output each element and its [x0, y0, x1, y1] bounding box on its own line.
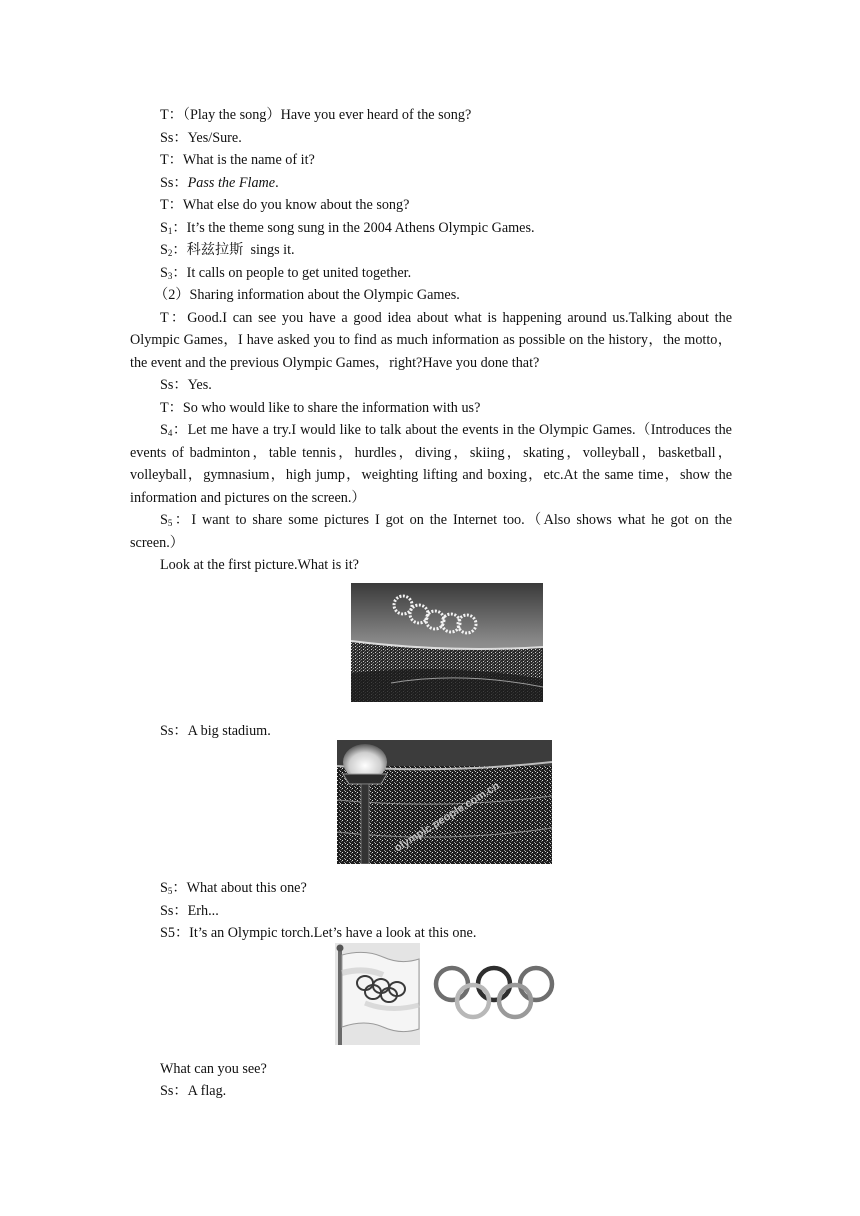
- song-title: Pass the Flame: [187, 174, 276, 191]
- dialogue-line: T：What is the name of it?: [160, 152, 315, 168]
- dialogue-paragraph: $S_4$：Let me have a try.I would like to talk about the events in the Olympic Games.（Introduces the events of badminton，table tennis，hurdles，diving，skiing，skating，volleyball，basketball，volleyball，gymnasium，high jump，weighting lifting and boxing，etc.At the same time，show the information and pictures on the screen.）: [130, 422, 732, 506]
- dialogue-line: $S_1$：It’s the theme song sung in the 2004 Athens Olympic Games.: [160, 219, 535, 236]
- dialogue-line: T：What else do you know about the song?: [160, 197, 410, 213]
- dialogue-paragraph: $S_5$：I want to share some pictures I got on the Internet too.（Also shows what he got on the screen.）: [130, 512, 732, 551]
- dialogue-line: Ss：A flag.: [160, 1083, 227, 1099]
- olympic-flag-picture: [335, 943, 420, 1045]
- dialogue-line: Look at the first picture.What is it?: [160, 557, 359, 573]
- section-heading: （2）Sharing information about the Olympic Games.: [154, 287, 460, 303]
- dialogue-line: Ss：Yes.: [160, 377, 212, 393]
- dialogue-line: Ss：A big stadium.: [160, 722, 271, 739]
- dialogue-line: Ss：Erh...: [160, 902, 219, 919]
- dialogue-line: $S_2$：科兹拉斯 sings it.: [160, 242, 295, 258]
- dialogue-line: S5：It’s an Olympic torch.Let’s have a look at this one.: [160, 925, 477, 941]
- stadium-photo: [351, 583, 543, 702]
- dialogue-line: Ss：Pass the Flame.: [160, 174, 279, 191]
- dialogue-line: T：So who would like to share the information with us?: [160, 399, 481, 416]
- dialogue-line: $S_3$：It calls on people to get united together.: [160, 264, 412, 281]
- dialogue-line: Ss：Yes/Sure.: [160, 129, 242, 146]
- olympic-rings-picture: [432, 963, 556, 1023]
- dialogue-paragraph: T：Good.I can see you have a good idea about what is happening around us.Talking about the Olympic Games，I have asked you to find as much information as possible on the history，the motto，the event and the previous Olympic Games，right?Have you done that?: [130, 309, 732, 371]
- dialogue-line: What can you see?: [160, 1060, 267, 1077]
- torch-photo: [337, 740, 552, 864]
- photo-watermark: olympic.people.com.cn: [392, 779, 502, 855]
- dialogue-line: T：（Play the song）Have you ever heard of the song?: [160, 107, 472, 123]
- dialogue-line: $S_5$：What about this one?: [160, 880, 307, 896]
